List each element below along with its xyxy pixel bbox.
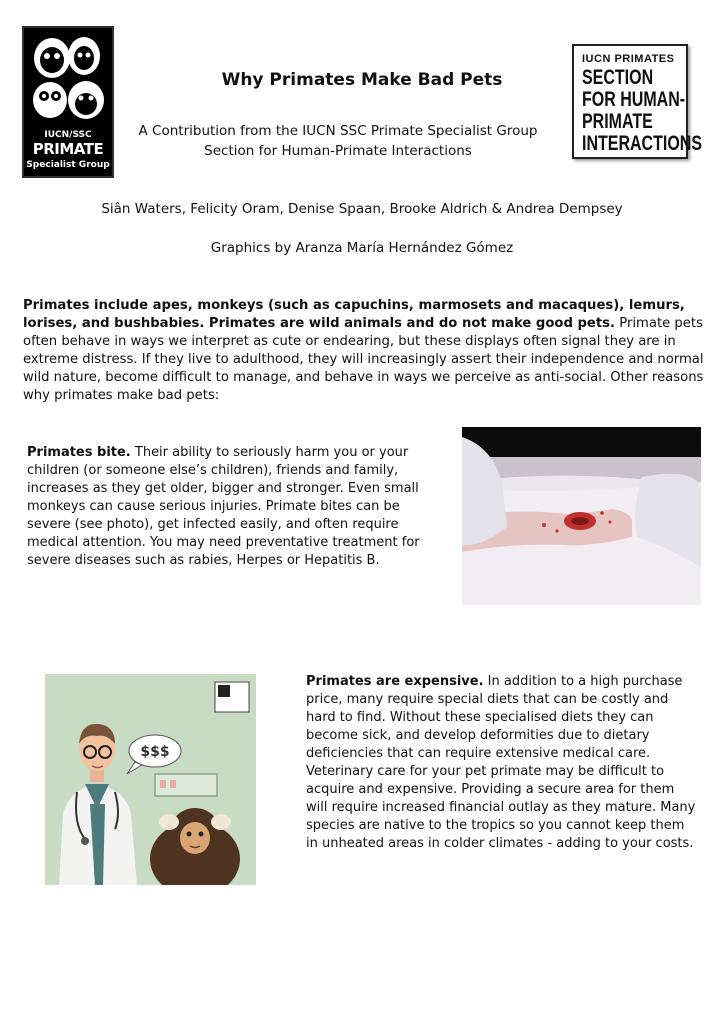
bite-wound-photo xyxy=(462,427,701,605)
speech-bubble-text: $$$ xyxy=(140,744,170,760)
vet-illustration xyxy=(45,674,256,885)
bite-paragraph xyxy=(27,444,437,570)
logo-right-line2: SECTION FOR HUMAN-PRIMATE INTERACTIONS xyxy=(582,67,702,156)
graphics-credit: Graphics by Aranza María Hernández Gómez xyxy=(210,240,514,256)
page-title: Why Primates Make Bad Pets xyxy=(221,70,503,90)
expensive-text: In addition to a high purchase price, many require special diets that can be costly and hard to find. Without these specialised diets they can become sick, and develop deformities due to dietary deficiencies that can require extensive medical care. Veterinary care for your pet primate may be difficult to acquire and expensive. Providing a secure area for them will require increased financial outlay as they mature. Many species are native to the tropics so you cannot keep them in unheated areas in colder climates - adding to your costs. xyxy=(306,674,696,851)
subtitle-line2: Section for Human-Primate Interactions xyxy=(204,143,472,159)
intro-bold: Primates include apes, monkeys (such as capuchins, marmosets and macaques), lemurs, lorises, and bushbabies. Primates are wild animals and do not make good pets. xyxy=(23,298,685,331)
expensive-paragraph xyxy=(306,673,696,853)
subtitle xyxy=(110,121,566,161)
logo-left-line1: IUCN/SSC xyxy=(44,130,92,140)
bite-text: Their ability to seriously harm you or your children (or someone else’s children), friends and family, increases as they get older, bigger and stronger. Even small monkeys can cause serious injuries. Primate bites can be severe (see photo), get infected easily, and often require medical attention. You may need preventative treatment for severe diseases such as rabies, Herpes or Hepatitis B. xyxy=(27,445,420,568)
bite-bold: Primates bite. xyxy=(27,445,131,460)
logo-left-line2: PRIMATE xyxy=(32,140,104,158)
logo-right-line1: IUCN PRIMATES xyxy=(582,53,675,65)
intro-paragraph xyxy=(23,297,705,405)
intro-text: Primate pets often behave in ways we interpret as cute or endearing, but these displays often signal they are in extreme distress. If they live to adulthood, they will increasingly assert their independence and normal wild nature, become difficult to manage, and behave in ways we perceive as anti-social. Other reasons why primates make bad pets: xyxy=(23,316,704,403)
section-logo xyxy=(572,44,702,159)
iucn-primate-logo xyxy=(22,26,114,178)
expensive-bold: Primates are expensive. xyxy=(306,674,484,689)
authors: Siân Waters, Felicity Oram, Denise Spaan, Brooke Aldrich & Andrea Dempsey xyxy=(101,201,623,217)
logo-left-line3: Specialist Group xyxy=(26,160,110,170)
subtitle-line1: A Contribution from the IUCN SSC Primate Specialist Group xyxy=(138,123,538,139)
